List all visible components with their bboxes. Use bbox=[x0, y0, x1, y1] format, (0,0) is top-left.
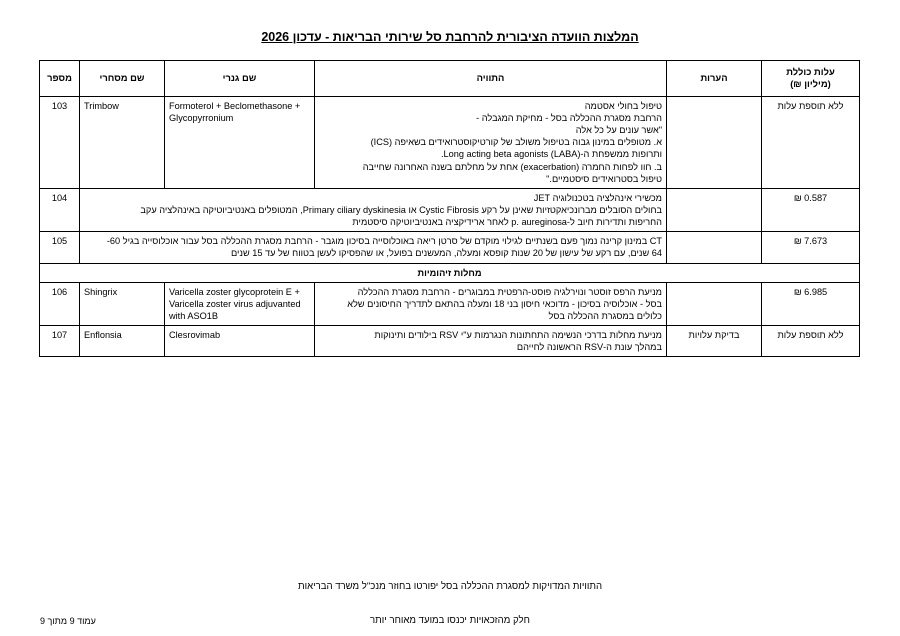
cell-notes bbox=[667, 282, 762, 325]
cell-cost: 7.673 ₪ bbox=[762, 232, 860, 263]
indication-line: א. מטופלים במינון גבוה בטיפול משולב של קורטיקוסטרואידים בשאיפה (ICS) bbox=[370, 137, 662, 148]
section-heading-label: מחלות זיהומיות bbox=[40, 263, 860, 282]
cell-cost: 0.587 ₪ bbox=[762, 188, 860, 231]
section-heading-row bbox=[40, 263, 860, 282]
table-header-row bbox=[40, 61, 860, 97]
cell-indication bbox=[315, 326, 667, 357]
indication-line: מכשירי אינהלציה בטכנולוגיה JET bbox=[533, 192, 662, 203]
indication-line: "אשר עונים על כל אלה bbox=[575, 125, 662, 136]
indication-line: הרחבת מסגרת ההכללה בסל - מחיקת המגבלה - bbox=[476, 112, 662, 123]
table-row bbox=[40, 282, 860, 325]
indication-line: החריפות ותדירות חיוב ל-p. aureginosa לאחר ארידיקציה באנטיביוטיקה סיסטמית bbox=[352, 217, 662, 228]
indication-line: טיפול בסטרואידים סיסטמיים." bbox=[546, 173, 662, 184]
cell-notes: בדיקת עלויות bbox=[667, 326, 762, 357]
cell-generic-name: Clesrovimab bbox=[165, 326, 315, 357]
cell-indication bbox=[80, 232, 667, 263]
cost-header-main: עלות כוללת bbox=[786, 66, 835, 77]
cell-notes bbox=[667, 188, 762, 231]
table-row bbox=[40, 96, 860, 188]
table-row bbox=[40, 188, 860, 231]
cell-generic-name: Formoterol + Beclomethasone + Glycopyrronium bbox=[165, 96, 315, 188]
page-title: המלצות הוועדה הציבורית להרחבת סל שירותי הבריאות - עדכון 2026 bbox=[261, 30, 639, 44]
cell-number: 106 bbox=[40, 282, 80, 325]
column-header-cost bbox=[762, 61, 860, 97]
indication-line: CT במינון קרינה נמוך פעם בשנתיים לגילוי מוקדם של סרטן ריאה באוכלוסייה בסיכון מוגבר - הרחבת מסגרת ההכללה בסל עבור אוכלוסייה בגיל 60- bbox=[106, 236, 662, 247]
column-header-number: מספר bbox=[40, 61, 80, 97]
cell-cost: 6.985 ₪ bbox=[762, 282, 860, 325]
cell-trade-name: Enflonsia bbox=[80, 326, 165, 357]
column-header-indication: התוויה bbox=[315, 61, 667, 97]
table-row bbox=[40, 326, 860, 357]
cell-notes bbox=[667, 96, 762, 188]
table-row bbox=[40, 232, 860, 263]
indication-line: ותרופות ממשפחת ה-Long acting beta agonists (LABA). bbox=[440, 149, 662, 160]
cell-number: 103 bbox=[40, 96, 80, 188]
cell-indication bbox=[315, 96, 667, 188]
cell-cost: ללא תוספת עלות bbox=[762, 326, 860, 357]
recommendations-table bbox=[39, 60, 860, 357]
indication-line: במהלך עונת ה-RSV הראשונה לחייהם bbox=[516, 342, 662, 353]
footer-bar bbox=[0, 615, 900, 626]
indication-line: בסל - אוכלוסיה בסיכון - מדוכאי חיסון בני 18 ומעלה בהתאם לתדריך החיסונים שלא bbox=[347, 298, 662, 309]
page-number: עמוד 9 מתוך 9 bbox=[40, 615, 96, 626]
column-header-generic-name: שם גנרי bbox=[165, 61, 315, 97]
column-header-trade-name: שם מסחרי bbox=[80, 61, 165, 97]
indication-line: כלולים במסגרת ההכללה בסל bbox=[548, 310, 662, 321]
cell-cost: ללא תוספת עלות bbox=[762, 96, 860, 188]
cell-trade-name: Trimbow bbox=[80, 96, 165, 188]
cell-notes bbox=[667, 232, 762, 263]
footer-note: התוויות המדויקות למסגרת ההכללה בסל יפורטו בחוזר מנכ"ל משרד הבריאות bbox=[297, 581, 603, 592]
cell-indication bbox=[80, 188, 667, 231]
indication-line: ב. חוו לפחות החמרה (exacerbation) אחת על מחלתם בשנה האחרונה שחייבה bbox=[362, 161, 662, 172]
cell-generic-name: Varicella zoster glycoprotein E + Varicella zoster virus adjuvanted with ASO1B bbox=[165, 282, 315, 325]
footer-center-note: חלק מהזכאויות יכנסו במועד מאוחר יותר bbox=[370, 615, 530, 626]
cell-number: 104 bbox=[40, 188, 80, 231]
column-header-notes: הערות bbox=[667, 61, 762, 97]
indication-line: 64 שנים, עם רקע של עישון של 20 שנות קופסא ומעלה, המעשנים בפועל, או שהפסיקו לעשן בטווח של עד 15 שנים bbox=[230, 248, 662, 259]
indication-line: מניעת מחלות בדרכי הנשימה התחתונות הנגרמות ע"י RSV בילודים ותינוקות bbox=[374, 330, 662, 341]
cell-number: 105 bbox=[40, 232, 80, 263]
indication-line: בחולים הסובלים מברונכיאקטזיות שאינן על רקע Cystic Fibrosis או Primary ciliary dyskinesia, המטופלים באנטיביוטיקה באינהלציה עקב bbox=[140, 204, 662, 215]
cost-header-units: (מיליון ₪) bbox=[790, 78, 831, 90]
cell-number: 107 bbox=[40, 326, 80, 357]
indication-line: טיפול בחולי אסטמה bbox=[584, 100, 662, 111]
indication-line: מניעת הרפס זוסטר ונוירלגיה פוסט-הרפטית במבוגרים - הרחבת מסגרת ההכללה bbox=[357, 286, 662, 297]
cell-trade-name: Shingrix bbox=[80, 282, 165, 325]
cell-indication bbox=[315, 282, 667, 325]
